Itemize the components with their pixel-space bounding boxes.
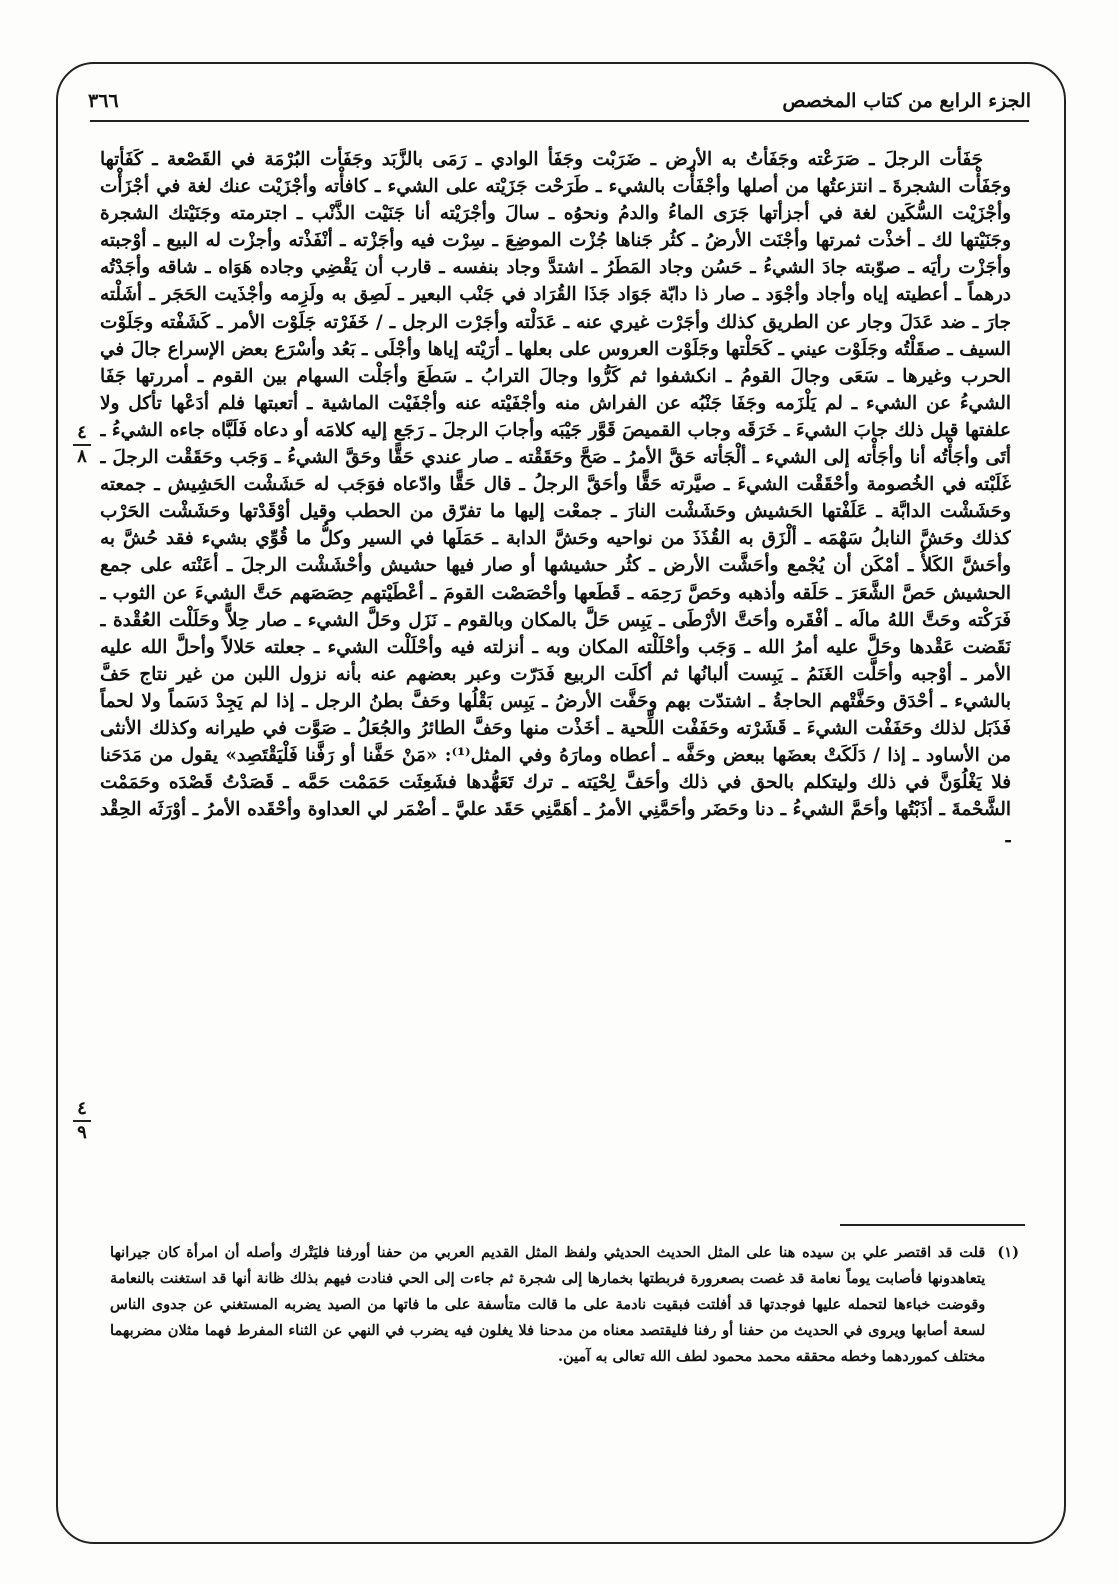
marker-top: ٤ xyxy=(77,1098,87,1119)
footnote-rule xyxy=(840,1224,1025,1226)
header-rule xyxy=(90,120,1029,122)
footnote xyxy=(110,1240,1019,1436)
page-header xyxy=(88,78,1031,112)
footnote-mark: (١) xyxy=(997,1244,1019,1261)
page-number: ٣٦٦ xyxy=(88,90,119,112)
margin-marker xyxy=(64,424,100,466)
marker-top: ٤ xyxy=(77,422,87,443)
main-text xyxy=(100,146,1011,1194)
marker-bottom: ٩ xyxy=(77,1122,87,1143)
main-paragraph: جَفَأْت الرجلَ ـ صَرَعْته وجَفَأْتُ به الأرض ـ ضَرَبْت وجَفَأ الوادي ـ رَمَى بالزَّبَد وجَفَأْت البُرْمَة في القَصْعة ـ كَفَأْتها وجَفَأْت الشجرةَ ـ انتزعتُها من أصلها وأجْفَأْت بالشيء ـ طَرَحْت جَزَيْته على الشيء ـ كافأْته وأجْزَيْت عنك لغة في أجْزَأْت وأجْزَيْت السُّكَين لغة في أجزأتها جَرَى الماءُ والدمُ ونحوُه ـ سالَ وأجْرَيْته أنا جَنَيْت الذَّنْب ـ اجترمته وجَنَيْتك الشجرة وجَنَيْتها لك ـ أخذْت ثمرتها وأجْنَت الأرضُ ـ كثُر جَناها جُزْت الموضِعَ ـ سِرْت فيه وأجَزْته ـ أنْفَذْته وأجزْت له البيع ـ أوْجبته وأجَزْت رأيَه ـ صوّبته جادَ الشيءُ ـ حَسُن وجاد المَطَرُ ـ اشتدَّ وجاد بنفسه ـ قارب أن يَقْضِي وجاده هَوَاه ـ شاقه وأجَدْتُه درهماً ـ أعطيته إياه وأجاد وأجْوَد ـ صار ذا دابّة جَوَاد جَذَا القُرَاد في جَنْب البعير ـ لَصِق به ولَزِمه وأجْذَيت الحَجَر ـ أشَلْته جارَ ـ ضد عَدَلَ وجار عن الطريق كذلك وأجَرْت غيري عنه ـ عَدَلْته وأجَرْت الرجل ـ / خَفَرْته جَلَوْت الأمر ـ كَشَفْته وجَلَوْت السيف ـ صقَلْتُه وجَلَوْت عيني ـ كَحَلْتها وجَلَوْت العروس على بعلها ـ أرَيْته إياها وأجْلَى ـ بَعُد وأسْرَع بعض الإسراع جالَ في الحرب وغيرها ـ سَعَى وجالَ القومُ ـ انكشفوا ثم كَرُّوا وجالَ الترابُ ـ سَطَعَ وأجَلْت السهام بين القوم ـ أمررتها جَفَا الشيءُ عن الشيء ـ لم يَلْزَمه وجَفَا جَنْبُه عن الفراش منه وأجْفَيْته عنه وأجْفَيْت الماشية ـ أتعبتها فلم أدَعْها تأكل ولا علفتها قبل ذلك جابَ الشيءَ ـ خَرَقَه وجاب القميصَ قَوَّر جَيْبَه وأجابَ الرجلَ ـ رَجَع إليه كلامَه أو دعاه فَلَبَّاه جاءه الشيءُ ـ أتَى وأجَأْتُه أنا وأجَأْته إلى الشيء ـ ألْجَأته حَقَّ الأمرُ ـ صَحَّ وحَقَقْته ـ صار عندي حَقًّا وحَقَّ الشيءُ ـ وَجَب وحَقَقْت الرجلَ ـ غَلَبْته في الخُصومة وأحْقَقْت الشيءَ ـ صيَّرته حَقًّا وأحَقَّ الرجلُ ـ قال حَقًّا وادّعاه فوَجَب له حَشَشْت الحَشِيش ـ جمعته وحَشَشْت الدابَّة ـ عَلَفْتها الحَشيش وحَشَشْت النارَ ـ جمعْت إليها ما تفرّق من الحطب وقيل أوْقَدْتها وحَشَشْت الحَرْب كذلك وحَشَّ النابلُ سَهْمَه ـ ألْزَق به القُذَذَ من نواحيه وحَشَّ الدابة ـ حَمَلَها في السير وكلُّ ما قُوِّي بشيء فقد حُشَّ به وأحَشَّ الكَلأُ ـ أمْكَن أن يُجْمع وأحَشَّت الأرض ـ كثُر حشيشها أو صار فيها حشيش وأحْشَشْت الرجلَ ـ أعَنْته على جمع الحشيش حَصَّ الشَّعَرَ ـ حَلَقه وأذهبه وحَصَّ رَحِمَه ـ قَطَعها وأحْصَصْت القومَ ـ أعْطَيْتهم حِصَصَهم حَتَّ الشيءَ عن الثوب ـ فَرَكْته وحَتَّ اللهُ مالَه ـ أفْقَره وأحَتَّ الأرْطَى ـ يَبِس حَلَّ بالمكان وبالقوم ـ نَزَل وحَلَّ الشيء ـ صار حِلاًّ وحَلَلْت العُقْدة ـ نَقَضت عَقْدها وحَلَّ عليه أمرُ الله ـ وَجَب وأحْلَلْته المكان وبه ـ أنزلته فيه وأحْلَلْت الشيء ـ جعلته حَلالاً وأحلَّ الله عليه الأمر ـ أوْجبه وأحَلَّت الغَنَمُ ـ يَبِست ألبانُها ثم أكلَت الربيع فَدَرّت وعبر بعضهم عنه بأنه نزول اللبن من غير نتاج حَفَّ بالشيء ـ أحْدَق وحَفَّتْهم الحاجةُ ـ اشتدّت بهم وحَفَّت الأرضُ ـ يَبِس بَقْلُها وحَفَّ بطنُ الرجل ـ إذا لم يَجِدْ دَسَماً ولا لحماً فَذَبَل لذلك وحَفَفْت الشيءَ ـ قَشَرْته وحَفَفْت اللِّحية ـ أخَذْت منها وحَفَّ الطائرُ والجُعَلُ ـ صَوَّت في طيرانه وكذلك الأنثى من الأساود ـ إذا / دَلَكَتْ بعضَها ببعض وحَفَّه ـ أعطاه ومارَهُ وفي المثل⁽¹⁾: «مَنْ حَفَّنا أو رَفَّنا فَلْيَقْتَصِد» يقول من مَدَحَنا فلا يَغْلُوَنَّ في ذلك وليتكلم بالحق في ذلك وأحَفَّ لِحْيَته ـ ترك تَعَهُّدها فشَعِثَت حَمَمْت حَمَّه ـ قَصَدْتُ قَصْدَه وحَمَمْت الشَّحْمةَ ـ أذَبْتُها وأحَمَّ الشيءُ ـ دنا وحَضَر وأحَمَّنِي الأمرُ ـ أهَمَّنِي حَقَد عليَّ ـ أضْمَر لي العداوة وأحْقَده الأمرُ ـ أوْرَثَه الحِقْد ـ xyxy=(100,149,1011,848)
margin-marker xyxy=(64,1100,100,1142)
footnote-text: قلت قد اقتصر علي بن سيده هنا على المثل الحديث الحديثي ولفظ المثل القديم العربي من حفنا أورفنا فليَتْرك وأصله أن امرأة كان جيرانها يتعاهدونها فأصابت يوماً نعامة قد غصت بصعرورة فربطتها بخمارها إلى شجرة ثم جاءت إلى الحي فنادت فيهم بذلك ظانة أنها قد استغنت بالنعامة وقوضت خباءها لتحمله عليها فوجدتها قد أفلتت فبقيت نادمة على ما قالت متأسفة على ما فاتها من الصيد يضربه المستغني عن جدوى الناس لسعة أصابها ويروى في الحديث من حفنا أو رفنا فليقتصد معناه من مدحنا فلا يغلون فيه يضرب في النهي عن الثناء المفرط فهما مثلان مضربهما مختلف كموردهما وخطه محققه محمد محمود لطف الله تعالى به آمين. xyxy=(110,1244,986,1365)
running-title: الجزء الرابع من كتاب المخصص xyxy=(782,90,1031,112)
marker-bottom: ٨ xyxy=(77,446,87,467)
